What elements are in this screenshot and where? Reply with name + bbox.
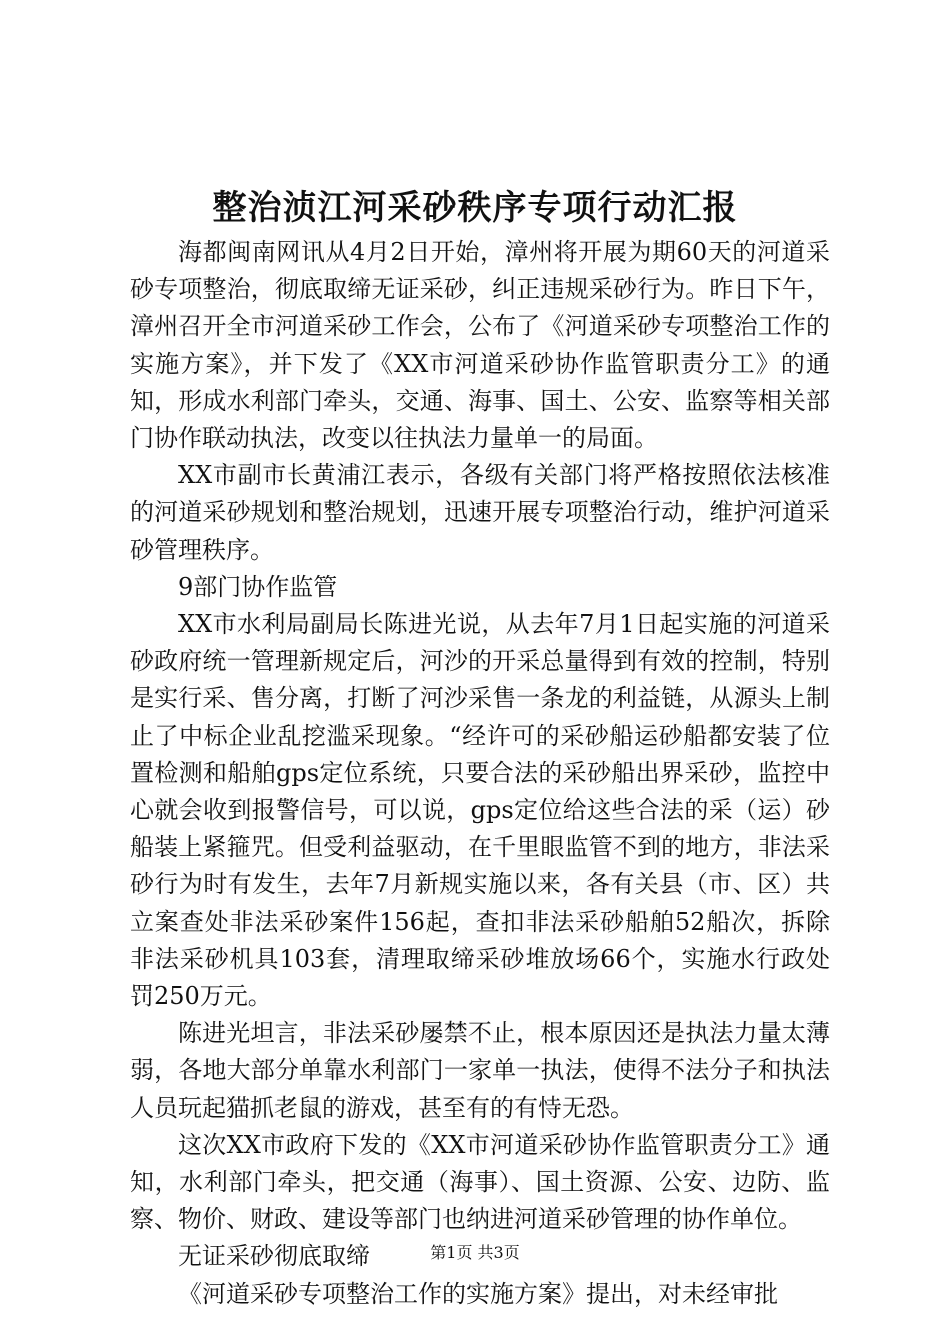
document-body [130, 234, 830, 1313]
paragraph-notice: 这次XX市政府下发的《XX市河道采砂协作监管职责分工》通知，水利部门牵头，把交通（海事）、国土资源、公安、边防、监察、物价、财政、建设等部门也纳进河道采砂管理的协作单位。 [130, 1130, 830, 1234]
section-heading-cooperation: 9部门协作监管 [178, 572, 338, 601]
document-title: 整治浈江河采砂秩序专项行动汇报 [212, 188, 738, 228]
paragraph-vice-mayor: XX市副市长黄浦江表示，各级有关部门将严格按照依法核准的河道采砂规划和整治规划，迅速开展专项整治行动，维护河道采砂管理秩序。 [130, 461, 830, 564]
paragraph-plan: 《河道采砂专项整治工作的实施方案》提出，对未经审批 [178, 1279, 778, 1308]
paragraph-intro: 海都闽南网讯从4月2日开始，漳州将开展为期60天的河道采砂专项整治，彻底取缔无证采砂，纠正违规采砂行为。昨日下午，漳州召开全市河道采砂工作会，公布了《河道采砂专项整治工作的实施方案》，并下发了《XX市河道采砂协作监管职责分工》的通知，形成水利部门牵头，交通、海事、国土、公安、监察等相关部门协作联动执法，改变以往执法力量单一的局面。 [130, 238, 830, 453]
section-heading-unlicensed: 无证采砂彻底取缔 [178, 1242, 370, 1271]
paragraph-water-bureau: XX市水利局副局长陈进光说，从去年7月1日起实施的河道采砂政府统一管理新规定后，河沙的开采总量得到有效的控制，特别是实行采、售分离，打断了河沙采售一条龙的利益链，从源头上制止了中标企业乱挖滥采现象。“经许可的采砂船运砂船都安装了位置检测和船舶gps定位系统，只要合法的采砂船出界采砂，监控中心就会收到报警信号，可以说，gps定位给这些合法的采（运）砂船装上紧箍咒。但受利益驱动，在千里眼监管不到的地方，非法采砂行为时有发生，去年7月新规实施以来，各有关县（市、区）共立案查处非法采砂案件156起，查扣非法采砂船舶52船次，拆除非法采砂机具103套，清理取缔采砂堆放场66个，实施水行政处罚250万元。 [130, 610, 830, 1011]
page-footer: 第1页 共3页 [430, 1243, 520, 1262]
paragraph-enforcement: 陈进光坦言，非法采砂屡禁不止，根本原因还是执法力量太薄弱，各地大部分单靠水利部门一家单一执法，使得不法分子和执法人员玩起猫抓老鼠的游戏，甚至有的有恃无恐。 [130, 1019, 830, 1122]
